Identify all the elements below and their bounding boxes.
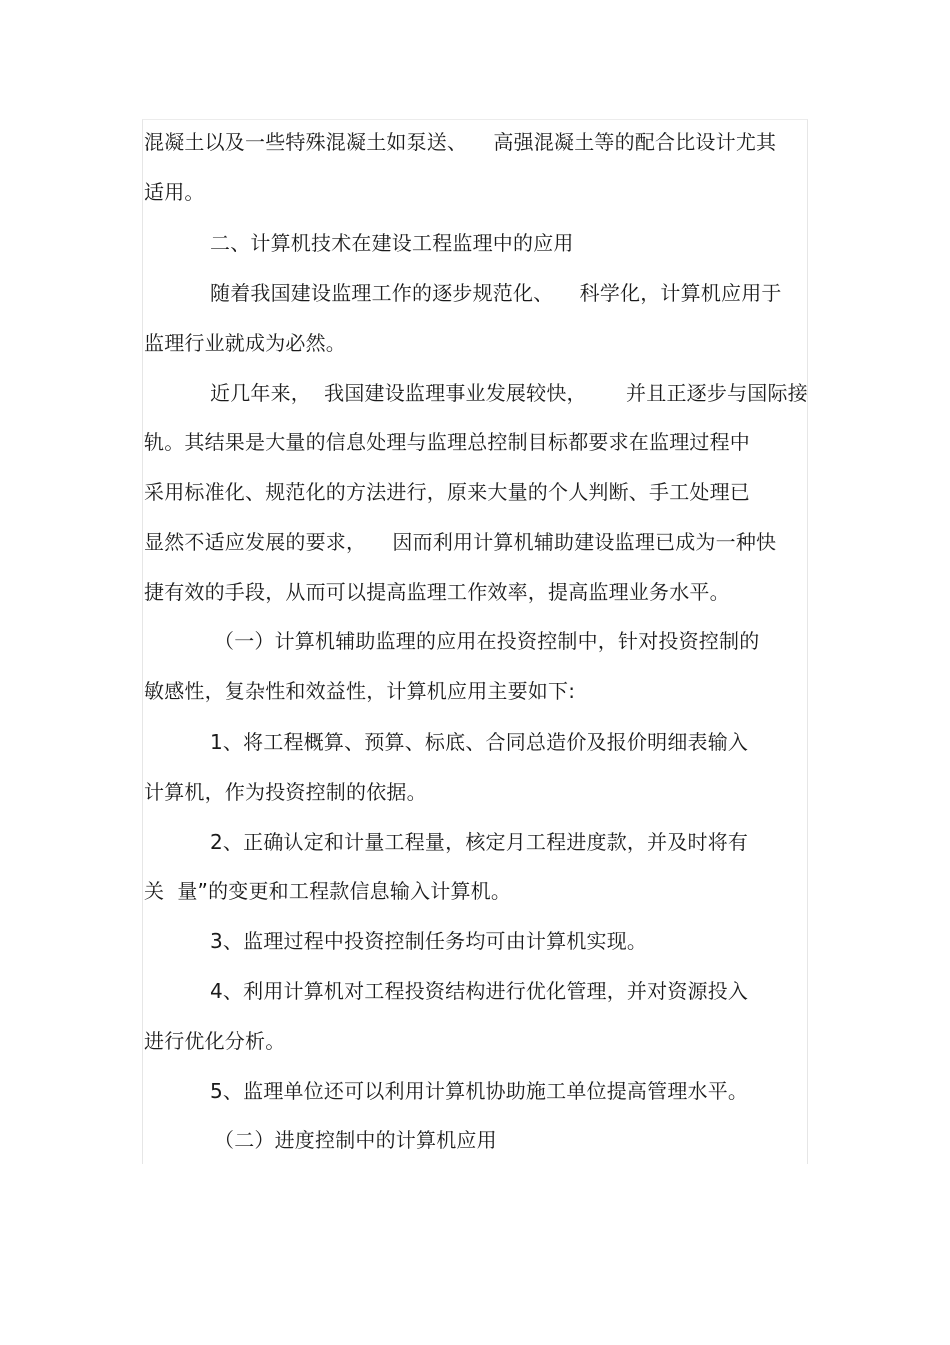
subsection-heading: （一）计算机辅助监理的应用在投资控制中，针对投资控制的 bbox=[214, 629, 760, 653]
list-item: 3、监理过程中投资控制任务均可由计算机实现。 bbox=[210, 929, 648, 953]
list-item: 4、利用计算机对工程投资结构进行优化管理，并对资源投入 bbox=[210, 979, 749, 1003]
text-line: 近几年来， 我国建设监理事业发展较快， 并且正逐步与国际接 bbox=[210, 381, 808, 405]
text-line: 关 量”的变更和工程款信息输入计算机。 bbox=[144, 879, 512, 903]
text-line: 敏感性，复杂性和效益性，计算机应用主要如下: bbox=[144, 679, 576, 703]
text-line: 轨。其结果是大量的信息处理与监理总控制目标都要求在监理过程中 bbox=[144, 430, 750, 454]
list-item: 1、将工程概算、预算、标底、合同总造价及报价明细表输入 bbox=[210, 730, 749, 754]
section-heading: 二、计算机技术在建设工程监理中的应用 bbox=[210, 231, 574, 255]
text-line: 计算机，作为投资控制的依据。 bbox=[144, 780, 427, 804]
text-line: 进行优化分析。 bbox=[144, 1029, 286, 1053]
text-line: 显然不适应发展的要求， 因而利用计算机辅助建设监理已成为一种快 bbox=[144, 530, 777, 554]
list-item: 2、正确认定和计量工程量，核定月工程进度款，并及时将有 bbox=[210, 830, 749, 854]
text-line: 监理行业就成为必然。 bbox=[144, 331, 346, 355]
text-line: 捷有效的手段，从而可以提高监理工作效率，提高监理业务水平。 bbox=[144, 580, 730, 604]
text-line: 随着我国建设监理工作的逐步规范化、 科学化，计算机应用于 bbox=[210, 281, 782, 305]
list-item: 5、监理单位还可以利用计算机协助施工单位提高管理水平。 bbox=[210, 1079, 749, 1103]
text-line: 适用。 bbox=[144, 180, 205, 204]
text-line: 采用标准化、规范化的方法进行，原来大量的个人判断、手工处理已 bbox=[144, 480, 750, 504]
subsection-heading: （二）进度控制中的计算机应用 bbox=[214, 1128, 497, 1152]
text-line: 混凝土以及一些特殊混凝土如泵送、 高强混凝土等的配合比设计尤其 bbox=[144, 130, 777, 154]
